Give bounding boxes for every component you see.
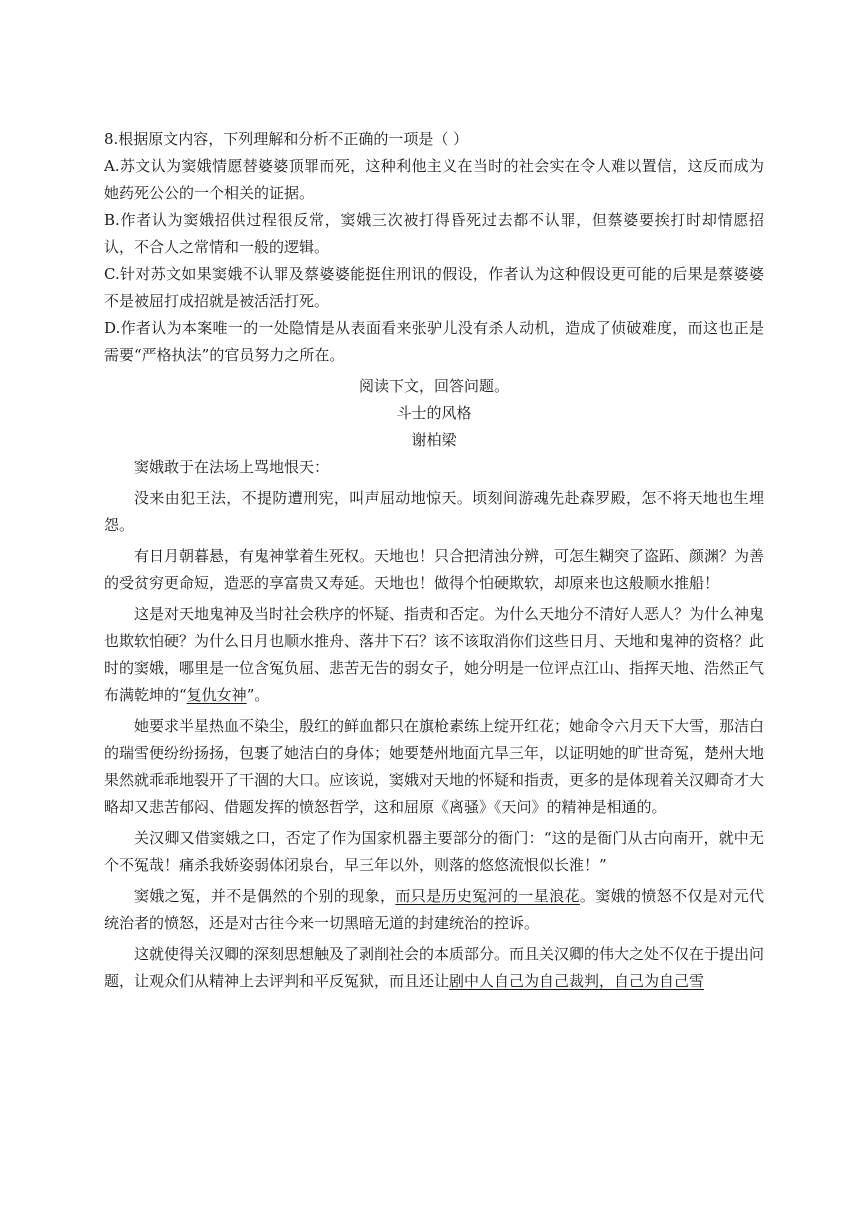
document-page — [104, 126, 764, 999]
paragraph-5: 她要求半星热血不染尘，殷红的鲜血都只在旗枪素练上绽开红花；她命令六月天下大雪，那洁白的瑞雪便纷纷扬扬，包裹了她洁白的身体；她要楚州地面亢旱三年，以证明她的旷世奇冤，楚州大地果然就乖乖地裂开了干涸的大口。应该说，窦娥对天地的怀疑和指责，更多的是体现着关汉卿奇才大略却又悲苦郁闷、借题发挥的愤怒哲学，这和屈原《离骚》《天问》的精神是相通的。 — [104, 717, 765, 816]
option-a — [104, 153, 764, 207]
option-c-text: 针对苏文如果窦娥不认罪及蔡婆婆能挺住刑讯的假设，作者认为这种假设更可能的后果是蔡婆婆不是被屈打成招就是被活活打死。 — [104, 265, 764, 310]
paragraph-8 — [104, 941, 764, 995]
reading-instruction: 阅读下文，回答问题。 — [358, 377, 509, 395]
paragraph-7 — [104, 883, 764, 937]
option-d — [104, 315, 764, 369]
paragraph-3-quote: 有日月朝暮悬，有鬼神掌着生死权。天地也！只合把清浊分辨，可怎生糊突了盗跖、颜渊？为善的受贫穷更命短，造恶的享富贵又寿延。天地也！做得个怕硬欺软，却原来也这般顺水推船！ — [104, 547, 765, 592]
option-d-text: 作者认为本案唯一的一处隐情是从表面看来张驴儿没有杀人动机，造成了侦破难度，而这也正是需要“严格执法”的官员努力之所在。 — [104, 319, 764, 364]
paragraph-7-text-a: 窦娥之冤，并不是偶然的个别的现象， — [134, 887, 396, 905]
underlined-phrase-self-judgment: 剧中人自己为自己裁判，自己为自己雪 — [449, 972, 705, 990]
paragraph-4-text-b: ”。 — [246, 686, 270, 704]
option-b-label: B. — [104, 211, 120, 229]
option-b-text: 作者认为窦娥招供过程很反常，窦娥三次被打得昏死过去都不认罪，但蔡婆要挨打时却情愿招认，不合人之常情和一般的逻辑。 — [104, 211, 764, 256]
paragraph-4 — [104, 601, 764, 709]
option-d-label: D. — [104, 319, 121, 337]
option-a-label: A. — [104, 157, 120, 175]
paragraph-7-text-b: 。窦娥的愤怒不仅是对元代统治者的愤怒，还是对古往今来一切黑暗无道的封建统治的控诉。 — [104, 887, 764, 932]
paragraph-6: 关汉卿又借窦娥之口，否定了作为国家机器主要部分的衙门：“这的是衙门从古向南开，就中无个不冤哉！痛杀我娇姿弱体闭泉台，早三年以外，则落的悠悠流恨似长淮！” — [104, 829, 764, 874]
question-stem: 8.根据原文内容，下列理解和分析不正确的一项是（ ） — [104, 130, 469, 148]
option-c-label: C. — [104, 265, 120, 283]
paragraph-1: 窦娥敢于在法场上骂地恨天： — [134, 458, 330, 476]
underlined-phrase-spray: 而只是历史冤河的一星浪花 — [395, 887, 580, 905]
paragraph-4-text-a: 这是对天地鬼神及当时社会秩序的怀疑、指责和否定。为什么天地分不清好人恶人？为什么神鬼也欺软怕硬？为什么日月也顺水推舟、落井下石？该不该取消你们这些日月、天地和鬼神的资格？此时的窦娥，哪里是一位含冤负屈、悲苦无告的弱女子，她分明是一位评点江山、指挥天地、浩然正气布满乾坤的“ — [104, 605, 765, 704]
paragraph-2-quote: 没来由犯王法，不提防遭刑宪，叫声屈动地惊天。顷刻间游魂先赴森罗殿，怎不将天地也生埋怨。 — [104, 489, 764, 534]
reading-heading — [104, 373, 764, 454]
paragraph-8-text-a: 这就使得关汉卿的深刻思想触及了剥削社会的本质部分。而且关汉卿的伟大之处不仅在于提出问题，让观众们从精神上去评判和平反冤狱，而且还让 — [104, 945, 765, 990]
article-title: 斗士的风格 — [396, 404, 472, 422]
option-a-text: 苏文认为窦娥情愿替婆婆顶罪而死，这种利他主义在当时的社会实在令人难以置信，这反而成为她药死公公的一个相关的证据。 — [104, 157, 764, 202]
underlined-phrase-revenge-goddess: 复仇女神 — [186, 686, 247, 704]
option-c — [104, 261, 764, 315]
article-author: 谢柏梁 — [411, 431, 457, 449]
option-b — [104, 207, 764, 261]
